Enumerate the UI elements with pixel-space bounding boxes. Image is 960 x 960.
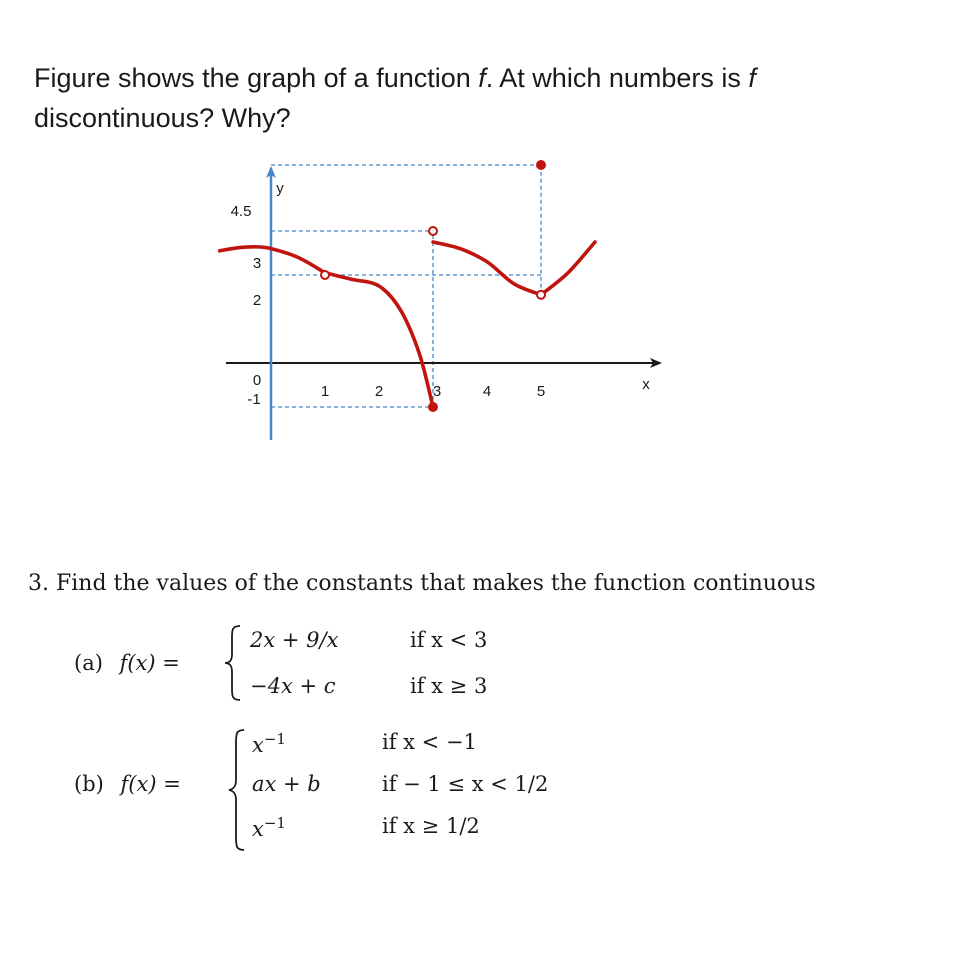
f-symbol-2: f [748,63,756,93]
part-b-case-1-expr: $x^{-1}$ [252,730,286,757]
part-b-case-3-cond: if x ≥ 1/2 [382,814,480,838]
open-point-4 [537,291,545,299]
x-axis-label: x [642,376,650,393]
y-tick-label-4.5: 4.5 [230,203,252,220]
question-post: discontinuous? Why? [34,103,291,133]
part-a-case-1-cond: if x < 3 [410,628,488,652]
problem-3-title: 3. Find the values of the constants that makes the function continuous [28,571,816,596]
part-b-case-2-cond: if − 1 ≤ x < 1/2 [382,772,549,796]
y-tick-label-0: 0 [252,372,262,389]
part-a-label [74,651,180,675]
y-axis-label: y [276,180,284,197]
curve-segment-2 [433,242,541,295]
part-b-case-3-expr: $x^{-1}$ [252,814,286,841]
x-tick-label-1: 1 [320,383,330,400]
axes [226,168,660,440]
part-b-case-2-expr: ax + b [252,772,321,796]
closed-point-3 [537,161,545,169]
part-b-case-1-cond: if x < −1 [382,730,477,754]
part-a-case-2-expr: −4x + c [250,674,336,698]
y-tick-label--1: -1 [247,391,261,408]
part-b-number: (b) [74,772,104,796]
brace-b [226,728,248,852]
part-a-fx: f(x) = [119,651,180,675]
tick-labels [231,180,651,408]
brace-a [222,624,244,702]
part-b-label [74,772,181,796]
open-point-0 [321,271,329,279]
curve-segment-3 [541,242,595,295]
part-a-case-2-cond: if x ≥ 3 [410,674,488,698]
curve-segment-0 [220,247,325,273]
part-a-number: (a) [74,651,103,675]
closed-point-2 [429,403,437,411]
x-tick-label-4: 4 [482,383,492,400]
part-a-case-1-expr: 2x + 9/x [250,628,339,652]
guide-lines [271,165,541,407]
f-symbol: f [478,63,486,93]
part-b-fx: f(x) = [120,772,181,796]
x-tick-label-3: 3 [432,383,442,400]
x-tick-label-5: 5 [536,383,546,400]
question-pre: Figure shows the graph of a function [34,63,479,93]
y-tick-label-3: 3 [252,255,262,272]
question-mid: . At which numbers is [485,63,749,93]
open-point-1 [429,227,437,235]
x-tick-label-2: 2 [374,383,384,400]
y-tick-label-2: 2 [252,292,262,309]
